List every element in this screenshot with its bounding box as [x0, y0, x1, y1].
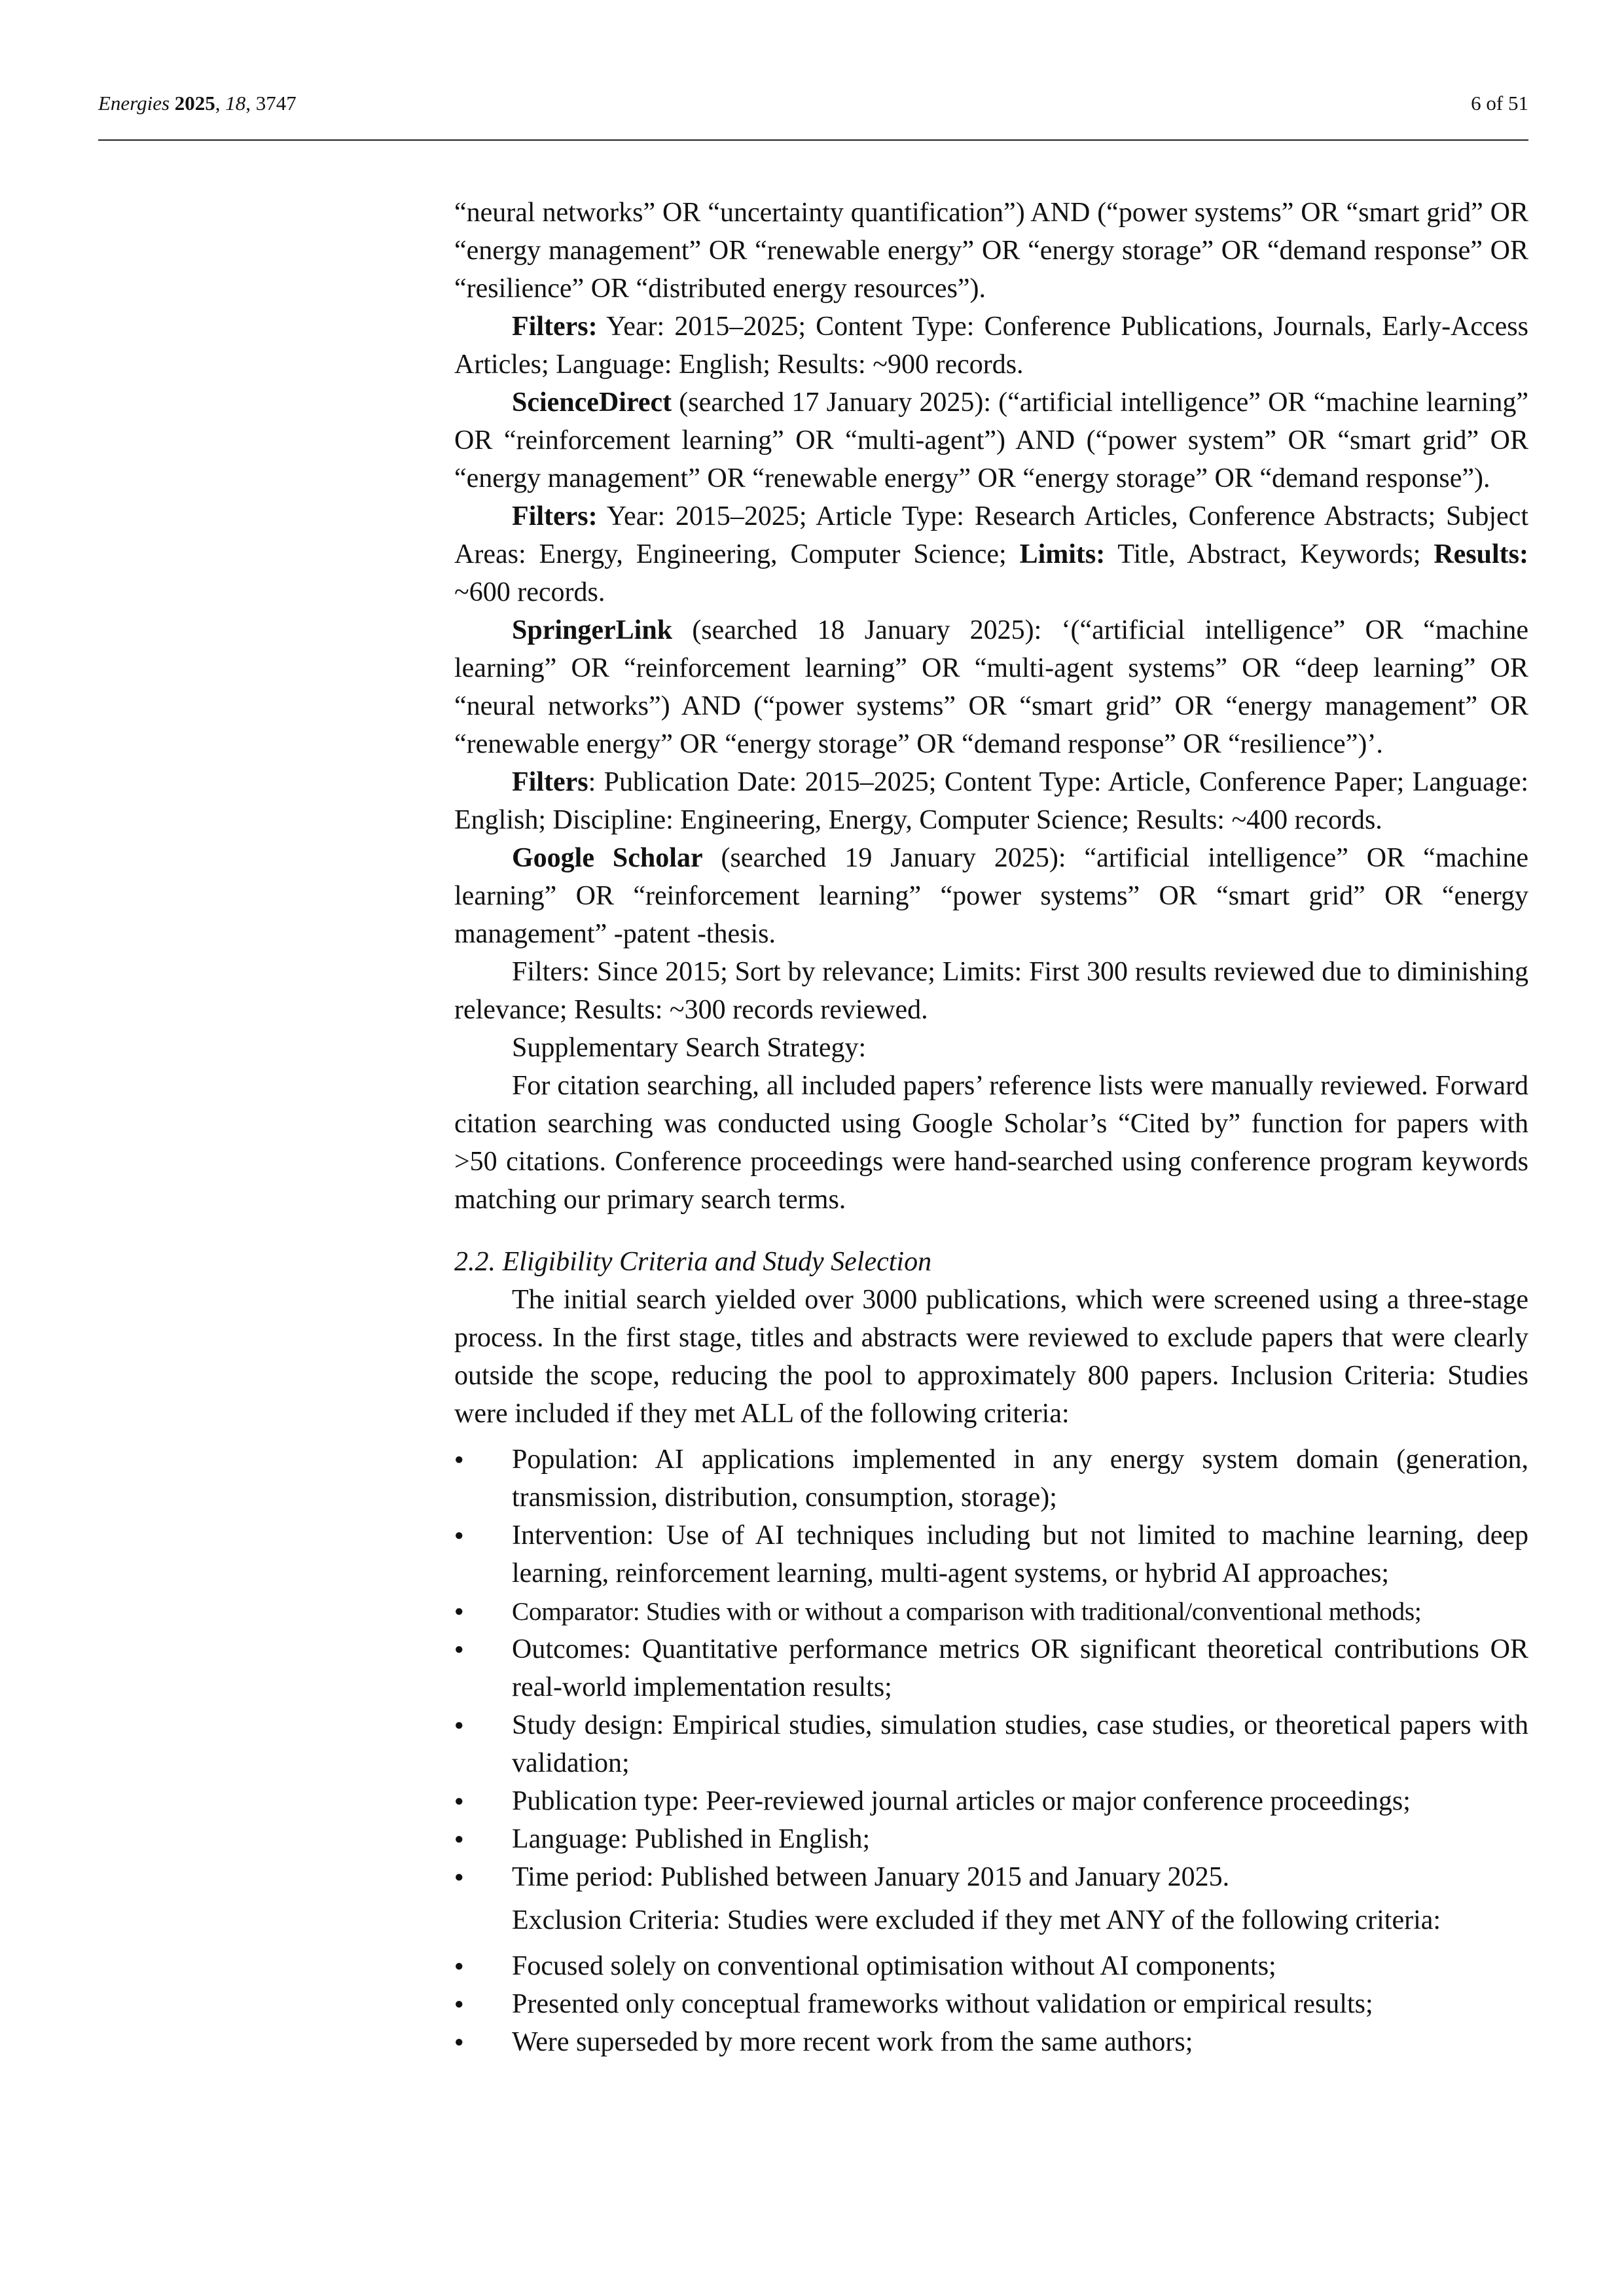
list-item: ● Comparator: Studies with or without a comparison with traditional/conventional methods;	[454, 1592, 1528, 1630]
paragraph-sciencedirect-filters	[454, 497, 1528, 611]
inclusion-criteria-list	[454, 1441, 1528, 1896]
database-name: Google Scholar	[512, 843, 703, 873]
limits-text: Title, Abstract, Keywords;	[1105, 539, 1434, 569]
results-text: ~600 records.	[454, 577, 605, 607]
list-item: ● Study design: Empirical studies, simulation studies, case studies, or theoretical papers with validation;	[454, 1706, 1528, 1782]
paragraph-springerlink-filters	[454, 763, 1528, 839]
query-text: (searched 19 January 2025): “artificial intelligence” OR “machine learning” OR “reinforcement learning” “power systems” OR “smart grid” OR “energy management” -patent -thesis.	[454, 843, 1528, 949]
journal-year: 2025	[174, 92, 215, 115]
paragraph-exclusion-intro: Exclusion Criteria: Studies were excluded if they met ANY of the following criteria:	[512, 1905, 1441, 1935]
page-number: 6 of 51	[1471, 92, 1528, 115]
list-item: ● Language: Published in English;	[454, 1820, 1528, 1858]
journal-citation: Energies 2025, 18, 3747	[98, 92, 297, 115]
list-item: ● Focused solely on conventional optimisation without AI components;	[454, 1947, 1528, 1985]
filters-label: Filters	[512, 767, 588, 797]
database-name: ScienceDirect	[512, 387, 672, 418]
query-text: (searched 18 January 2025): ‘(“artificial intelligence” OR “machine learning” OR “reinforcement learning” OR “multi-agent systems” OR “deep learning” OR “neural networks”) AND (“power systems” OR “smart grid” OR “energy management” OR “renewable energy” OR “energy storage” OR “demand response” OR “resilience”)’.	[454, 615, 1528, 759]
journal-name: Energies	[98, 92, 170, 115]
list-item: ● Time period: Published between January 2015 and January 2025.	[454, 1858, 1528, 1896]
paragraph-ieee-filters	[454, 308, 1528, 384]
database-name: SpringerLink	[512, 615, 673, 645]
paragraph-continuation: “neural networks” OR “uncertainty quantification”) AND (“power systems” OR “smart grid” OR “energy management” OR “renewable energy” OR “energy storage” OR “demand response” OR “resilience” OR “distributed energy resources”).	[454, 198, 1528, 304]
results-label: Results:	[1434, 539, 1528, 569]
exclusion-criteria-list	[454, 1947, 1528, 2061]
limits-label: Limits:	[1019, 539, 1106, 569]
paragraph-supplementary-heading: Supplementary Search Strategy:	[512, 1033, 867, 1063]
paragraph-screening-intro: The initial search yielded over 3000 publications, which were screened using a three-stage process. In the first stage, titles and abstracts were reviewed to exclude papers that were clearly outside the scope, reducing the pool to approximately 800 papers. Inclusion Criteria: Studies were included if they met ALL of the following criteria:	[454, 1285, 1528, 1429]
paragraph-citation-searching: For citation searching, all included papers’ reference lists were manually reviewed. Forward citation searching was conducted using Google Scholar’s “Cited by” function for papers with >50 citations. Conference proceedings were hand-searched using conference program keywords matching our primary search terms.	[454, 1071, 1528, 1215]
journal-volume: 18	[225, 92, 246, 115]
paragraph-google-scholar	[454, 839, 1528, 953]
paragraph-sciencedirect	[454, 384, 1528, 497]
list-item: ● Presented only conceptual frameworks without validation or empirical results;	[454, 1985, 1528, 2023]
body-text	[454, 194, 1528, 2061]
article-number: 3747	[255, 92, 297, 115]
filters-text: : Publication Date: 2015–2025; Content Type: Article, Conference Paper; Language: English; Discipline: Engineering, Energy, Computer Science; Results: ~400 records.	[454, 767, 1528, 835]
paragraph-google-scholar-filters: Filters: Since 2015; Sort by relevance; Limits: First 300 results reviewed due to diminishing relevance; Results: ~300 records reviewed.	[454, 957, 1528, 1025]
filters-text: Year: 2015–2025; Article Type: Research Articles, Conference Abstracts; Subject Areas: Energy, Engineering, Computer Science;	[454, 501, 1528, 569]
query-text: (searched 17 January 2025): (“artificial intelligence” OR “machine learning” OR “reinforcement learning” OR “multi-agent”) AND (“power system” OR “smart grid” OR “energy management” OR “renewable energy” OR “energy storage” OR “demand response”).	[454, 387, 1528, 493]
list-item: ● Intervention: Use of AI techniques including but not limited to machine learning, deep learning, reinforcement learning, multi-agent systems, or hybrid AI approaches;	[454, 1516, 1528, 1592]
section-heading: 2.2. Eligibility Criteria and Study Selection	[454, 1247, 932, 1277]
paragraph-springerlink	[454, 611, 1528, 763]
list-item: ● Population: AI applications implemented in any energy system domain (generation, transmission, distribution, consumption, storage);	[454, 1441, 1528, 1516]
list-item: ● Were superseded by more recent work from the same authors;	[454, 2023, 1528, 2061]
list-item: ● Outcomes: Quantitative performance metrics OR significant theoretical contributions OR real-world implementation results;	[454, 1630, 1528, 1706]
header-divider	[98, 139, 1528, 141]
filters-label: Filters:	[512, 312, 598, 342]
filters-text: Year: 2015–2025; Content Type: Conference Publications, Journals, Early-Access Articles; Language: English; Results: ~900 records.	[454, 312, 1528, 380]
filters-label: Filters:	[512, 501, 598, 531]
list-item: ● Publication type: Peer-reviewed journal articles or major conference proceedings;	[454, 1782, 1528, 1820]
